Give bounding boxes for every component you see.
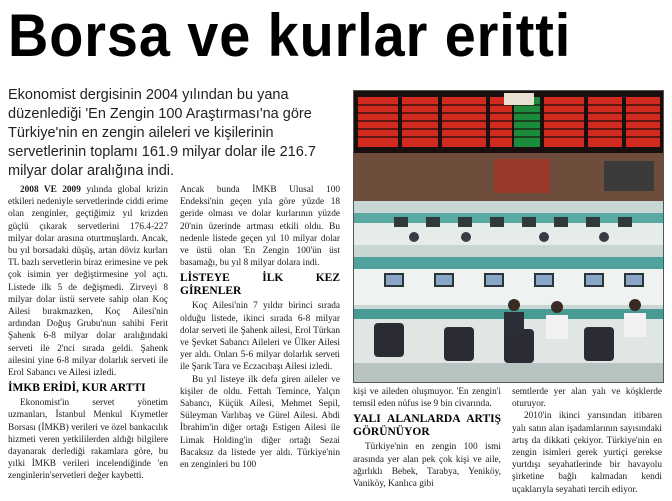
col1-paragraph-2: Ekonomist'in servet yönetim uzmanları, İstanbul Menkul Kıymetler Borsası (İMKB) verileri ve özel bankacılık hizmeti veren yetkililerden aldığı bilgilere dayanarak derlediği rakamlara göre, bu yılki İMKB verileri incelendiğinde 'en zenginlerin'servetleri değer kaybetti.: [8, 398, 168, 482]
headline: Borsa ve kurlar eritti: [8, 2, 572, 69]
lead-paragraph: Ekonomist dergisinin 2004 yılından bu yana düzenlediği 'En Zengin 100 Araştırması'na göre Türkiye'nin en zengin aileleri ve kişilerinin servetlerinin toplamı 161.9 milyar dolar ile 216.7 milyar dolar aralığına indi.: [8, 87, 316, 179]
col3-paragraph-1: kişi ve aileden oluşmuyor. 'En zengin'i temsil eden nüfus ise 9 bin civarında.: [353, 387, 501, 410]
col2-paragraph-1: Ancak bunda İMKB Ulusal 100 Endeksi'nin geçen yıla göre yüzde 18 geride olması ve dolar kurlarının yüzde 20'nin üzerinde artması etkili oldu. Bu nedenle listede geçen yıl 10 milyar dolar ve üstü olan 'En Zengin 100'ün üst basamağı, bu yıl 8 milyar dolara indi.: [180, 185, 340, 269]
col2-paragraph-2: Koç Ailesi'nin 7 yıldır birinci sırada olduğu listede, ikinci sırada 6-8 milyar dolar serveti ile Şahenk ailesi, Erol Türkan ve Şevket Sabancı Aileleri ve Ülker Ailesi yer aldı. Onları 5-6 milyar dolarlık serveti ile Şarık Tara ve Eczacıbaşı Ailesi izledi.: [180, 301, 340, 373]
article-column-1: [8, 184, 168, 483]
stock-exchange-photo: [353, 90, 664, 383]
article-column-4: [512, 386, 662, 496]
article-column-3: [353, 386, 501, 490]
col1-paragraph-1: yılında global krizin etkileri nedeniyle servetlerinde ciddi erime olan zenginler, geçtiğimiz yıl krizden güçlü çıkarak servetlerini 176.4-227 milyar dolar arasına oturtmuşlardı. Ancak, bu yıl borsadaki düşüş, artan döviz kurları TL bazlı servetlerin biraz erimesine ve pek çok isimin yer değiştirmesine yol açtı. Listede ilk 5 de değişmedi. Zirveyi 8 milyar dolar üstü servete sahip olan Koç Ailesi bırakmazken, Koç Ailesi'nin ardından Doğuş Grubu'nun sahibi Ferit Şahenk 6-8 milyar dolar aralığındaki serveti ile 2'nci sırada geldi. Şahenk ailesini yine 6-8 milyar dolarlık serveti ile Erol Sabancı ve Ailesi izledi.: [8, 185, 168, 379]
col4-paragraph-2: 2010'in ikinci yarısından itibaren yalı satın alan işadamlarının sayısındaki artış da dikkati çekiyor. Türkiye'nin en zengin isimleri gerek yurtiçi gerekse yurtdışı seyahatlerinde bir havayolu şirketine bağlı kalmadan kendi uçaklarıyla seyahati tercih ediyor.: [512, 411, 662, 495]
col2-subheading: LİSTEYE İLK KEZ GİRENLER: [180, 272, 340, 298]
col3-subheading: YALI ALANLARDA ARTIŞ GÖRÜNÜYOR: [353, 413, 501, 439]
article-column-2: [180, 184, 340, 471]
col3-paragraph-2: Türkiye'nin en zengin 100 ismi arasında yer alan pek çok kişi ve aile, ağırlıklı Bebek, Tarabya, Yeniköy, Vaniköy, Kanlıca gibi: [353, 442, 501, 490]
col4-paragraph-1: semtlerde yer alan yalı ve köşklerde oturuyor.: [512, 387, 662, 410]
col2-paragraph-3: Bu yıl listeye ilk defa giren aileler ve kişiler de oldu. Fettah Temince, Yalçın Sabancı, Küçük Ailesi, Mehmet Sepil, Süleyman Varlıbaş ve Gürel Ailesi. Abdi İbrahim'in diğer ortağı Estigen Ailesi ile Limak Holding'in diğer ortağı Sezai Bacaksız da listede yer aldı. Türkiye'nin en zenginleri bu 100: [180, 374, 340, 471]
col1-lead-bold: 2008 VE 2009: [20, 185, 81, 195]
col1-subheading: İMKB ERİDİ, KUR ARTTI: [8, 382, 146, 395]
